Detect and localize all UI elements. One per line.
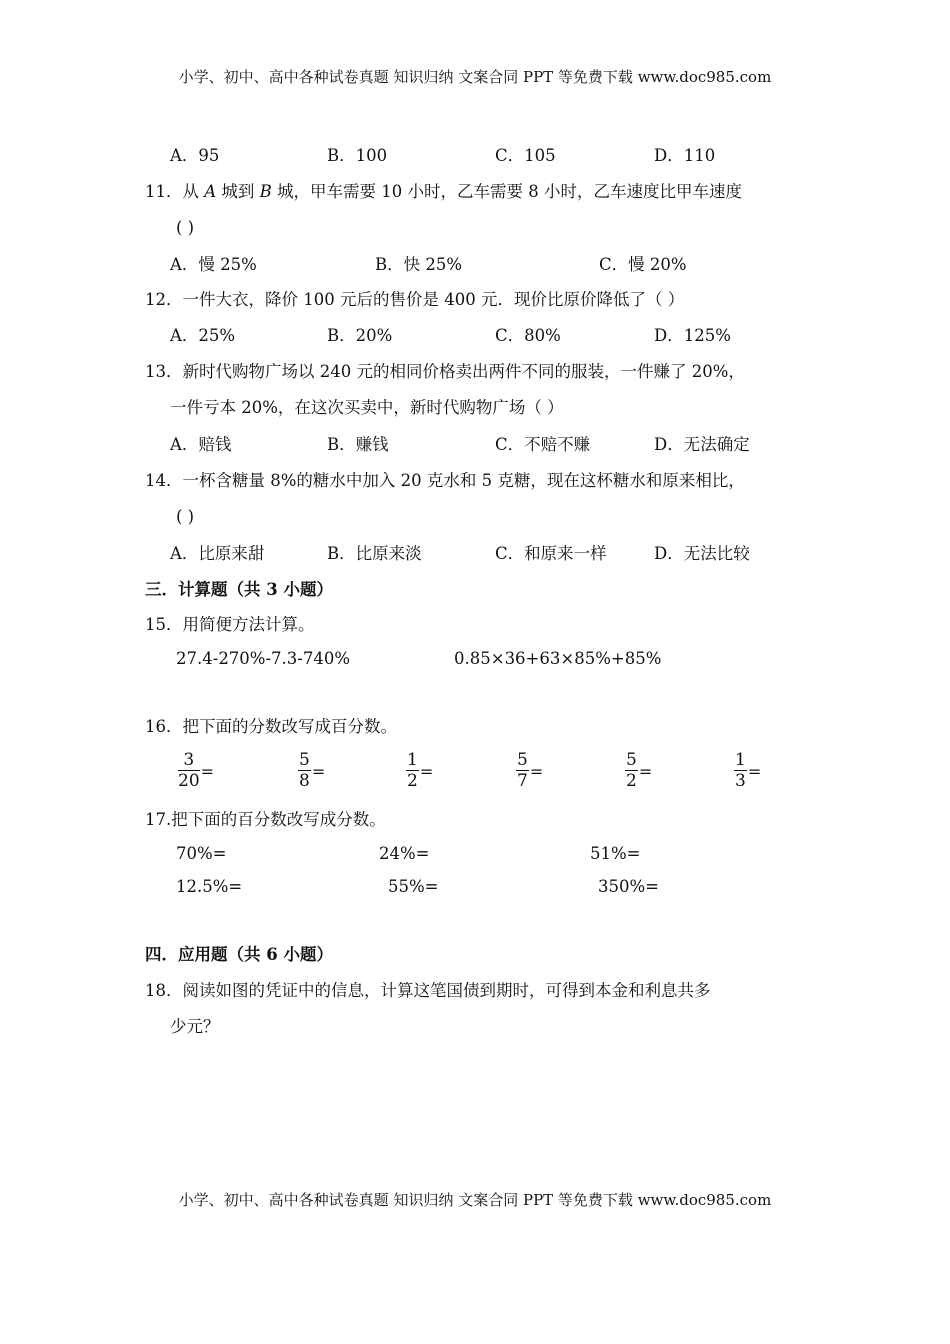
fraction-denominator: 8 [299, 771, 310, 791]
q17-item-3: 51%= [590, 844, 641, 863]
fraction-numerator: 1 [407, 750, 418, 770]
equals-sign: = [747, 761, 762, 781]
q15-stem: 15．用简便方法计算。 [145, 615, 315, 634]
q15-expression-2: 0.85×36+63×85%+85% [454, 649, 662, 668]
q11-stem-mid: 城到 [216, 182, 260, 201]
q11-stem-post: 城，甲车需要 10 小时，乙车需要 8 小时，乙车速度比甲车速度 [271, 182, 743, 201]
q15-expression-1: 27.4-270%-7.3-740% [176, 649, 351, 668]
q12-option-b: B．20% [327, 326, 393, 345]
q13-stem-continued: 一件亏本 20%，在这次买卖中，新时代购物广场（ ） [170, 398, 564, 417]
q12-option-d: D．125% [654, 326, 731, 345]
equals-sign: = [638, 761, 653, 781]
q11-stem-pre: 11．从 [145, 182, 205, 201]
q12-option-c: C．80% [495, 326, 561, 345]
q11-city-a: A [204, 182, 217, 201]
q13-option-b: B．赚钱 [327, 435, 389, 454]
q16-fraction-2 [298, 752, 325, 790]
q13-option-a: A．赔钱 [170, 435, 232, 454]
q16-stem: 16．把下面的分数改写成百分数。 [145, 717, 397, 736]
q14-answer-blank: ( ) [176, 507, 195, 526]
q13-option-d: D．无法确定 [654, 435, 750, 454]
q10-option-d: D．110 [654, 146, 716, 165]
q14-option-a: A．比原来甜 [170, 544, 265, 563]
q17-item-6: 350%= [598, 877, 659, 896]
fraction-denominator: 7 [517, 771, 528, 791]
equals-sign: = [311, 761, 326, 781]
q16-fraction-4 [516, 752, 543, 790]
q16-fraction-3 [406, 752, 433, 790]
fraction-numerator: 5 [626, 750, 637, 770]
q11-option-b: B．快 25% [375, 255, 463, 274]
section-3-title: 三．计算题（共 3 小题） [145, 580, 333, 599]
q14-option-c: C．和原来一样 [495, 544, 607, 563]
q13-stem: 13．新时代购物广场以 240 元的相同价格卖出两件不同的服装，一件赚了 20%， [145, 362, 745, 381]
q11-answer-blank: ( ) [176, 218, 195, 237]
q16-fraction-5 [625, 752, 652, 790]
page-footer: 小学、初中、高中各种试卷真题 知识归纳 文案合同 PPT 等免费下载 www.doc985.com [178, 1191, 772, 1209]
q17-item-4: 12.5%= [176, 877, 243, 896]
q18-stem-continued: 少元？ [170, 1017, 220, 1036]
equals-sign: = [419, 761, 434, 781]
q11-option-a: A．慢 25% [170, 255, 257, 274]
q17-stem: 17.把下面的百分数改写成分数。 [145, 810, 386, 829]
q18-stem: 18．阅读如图的凭证中的信息，计算这笔国债到期时，可得到本金和利息共多 [145, 981, 711, 1000]
fraction-denominator: 20 [178, 771, 200, 791]
fraction-numerator: 5 [299, 750, 310, 770]
q11-stem [145, 184, 742, 201]
fraction-denominator: 2 [626, 771, 637, 791]
q10-option-b: B．100 [327, 146, 388, 165]
q12-option-a: A．25% [170, 326, 236, 345]
q17-item-5: 55%= [388, 877, 439, 896]
q11-option-c: C．慢 20% [599, 255, 687, 274]
fraction-denominator: 3 [735, 771, 746, 791]
fraction-denominator: 2 [407, 771, 418, 791]
fraction-numerator: 1 [735, 750, 746, 770]
q12-stem: 12．一件大衣，降价 100 元后的售价是 400 元．现价比原价降低了（ ） [145, 290, 685, 309]
q11-city-b: B [259, 182, 272, 201]
q14-stem: 14．一杯含糖量 8%的糖水中加入 20 克水和 5 克糖，现在这杯糖水和原来相比， [145, 471, 745, 490]
q16-fraction-1 [178, 752, 214, 790]
equals-sign: = [529, 761, 544, 781]
q10-option-a: A．95 [170, 146, 220, 165]
q17-item-2: 24%= [379, 844, 430, 863]
section-4-title: 四．应用题（共 6 小题） [145, 945, 333, 964]
fraction-numerator: 3 [183, 750, 195, 770]
fraction-numerator: 5 [517, 750, 528, 770]
q10-option-c: C．105 [495, 146, 556, 165]
q17-item-1: 70%= [176, 844, 227, 863]
q14-option-d: D．无法比较 [654, 544, 750, 563]
q14-option-b: B．比原来淡 [327, 544, 422, 563]
q13-option-c: C．不赔不赚 [495, 435, 591, 454]
page-header: 小学、初中、高中各种试卷真题 知识归纳 文案合同 PPT 等免费下载 www.doc985.com [178, 68, 772, 86]
q16-fraction-6 [734, 752, 761, 790]
equals-sign: = [200, 761, 215, 781]
